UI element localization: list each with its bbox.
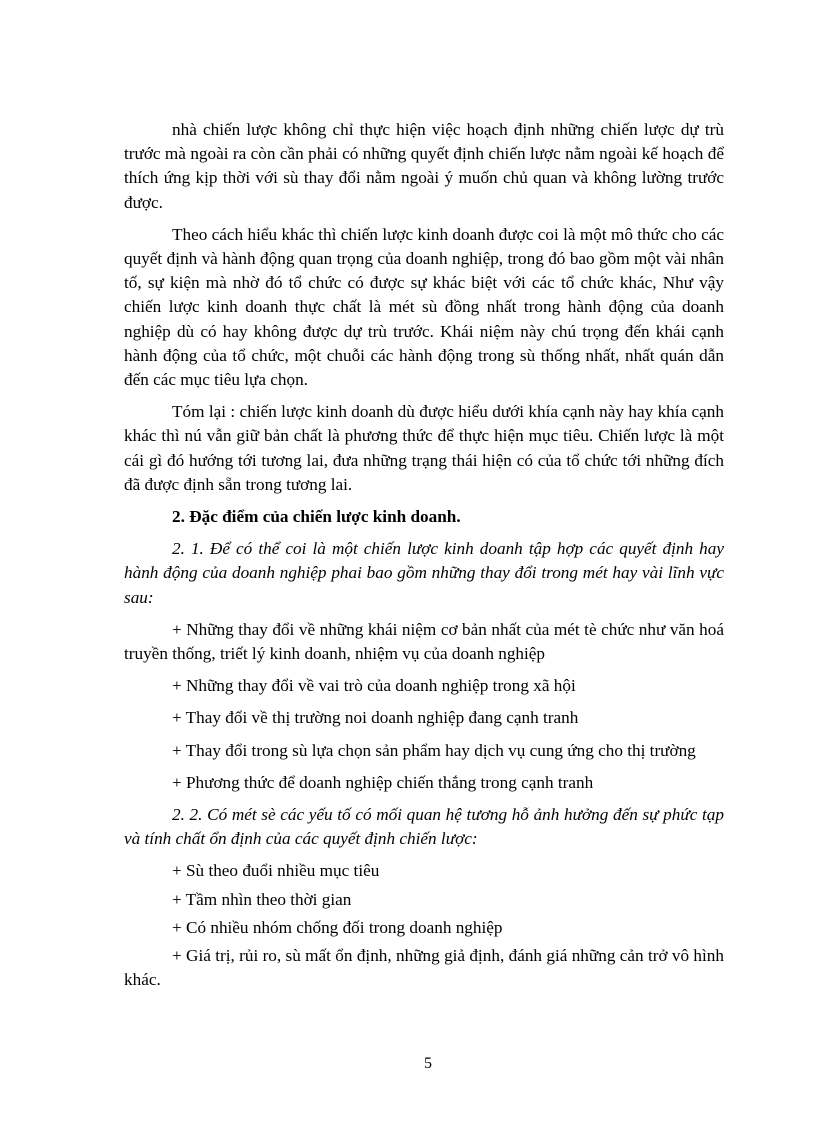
- paragraph-intro: nhà chiến lược không chỉ thực hiện việc hoạch định những chiến lược dự trù trước mà ngoài ra còn cần phải có những quyết định chiến lược nằm ngoài kế hoạch để thích ứng kịp thời với sù thay đổi nằm ngoài ý muốn chủ quan và không lường trước được.: [124, 120, 724, 212]
- page-number: 5: [424, 1055, 432, 1072]
- list-item-change-role: + Những thay đổi về vai trò của doanh nghiệp trong xã hội: [172, 676, 576, 696]
- list-item-time-horizon: + Tầm nhìn theo thời gian: [172, 889, 352, 909]
- document-page: [124, 118, 724, 1001]
- point-2-2: 2. 2. Có mét sè các yếu tố có mối quan hệ tương hỗ ảnh hưởng đến sự phức tạp và tính chất ổn định của các quyết định chiến lược:: [124, 805, 724, 849]
- list-item-change-products: + Thay đổi trong sù lựa chọn sản phẩm hay dịch vụ cung ứng cho thị trường: [172, 740, 696, 760]
- list-item-opposing-groups: + Có nhiều nhóm chống đối trong doanh nghiệp: [172, 917, 503, 937]
- list-item-change-market: + Thay đổi về thị trường noi doanh nghiệp đang cạnh tranh: [172, 708, 579, 728]
- section-heading: 2. Đặc điểm của chiến lược kinh doanh.: [172, 507, 461, 527]
- list-item-change-concepts: + Những thay đổi về những khái niệm cơ bản nhất của mét tè chức như văn hoá truyền thống, triết lý kinh doanh, nhiệm vụ của doanh nghiệp: [124, 619, 724, 664]
- list-item-values-risks: + Giá trị, rủi ro, sù mất ổn định, những giả định, đánh giá những cản trở vô hình khác.: [124, 946, 724, 990]
- list-item-winning-method: + Phương thức để doanh nghiệp chiến thắng trong cạnh tranh: [172, 772, 594, 792]
- list-item-multiple-goals: + Sù theo đuổi nhiều mục tiêu: [172, 861, 380, 881]
- paragraph-definition: Theo cách hiểu khác thì chiến lược kinh doanh được coi là một mô thức cho các quyết định và hành động quan trọng của doanh nghiệp, trong đó bao gồm một vài nhân tố, sự kiện mà nhờ đó tổ chức có được sự khác biệt với các tổ chức khác, Như vậy chiến lược kinh doanh thực chất là mét sù đồng nhất trong hành động của doanh nghiệp dù có hay không được dự trù trước. Khái niệm này chú trọng đến khái cạnh hành động của tổ chức, một chuỗi các hành động trong sù thống nhất, nhất quán dẫn đến các mục tiêu lựa chọn.: [124, 224, 724, 390]
- paragraph-summary: Tóm lại : chiến lược kinh doanh dù được hiểu dưới khía cạnh này hay khía cạnh khác thì nú vẫn giữ bản chất là phương thức để thực hiện mục tiêu. Chiến lược là một cái gì đó hướng tới tương lai, đưa những trạng thái hiện có của tổ chức tới những đích đã được định sẵn trong tương lai.: [124, 402, 724, 494]
- point-2-1: 2. 1. Để có thể coi là một chiến lược kinh doanh tập hợp các quyết định hay hành động của doanh nghiệp phai bao gồm những thay đổi trong mét hay vài lĩnh vực sau:: [124, 539, 724, 607]
